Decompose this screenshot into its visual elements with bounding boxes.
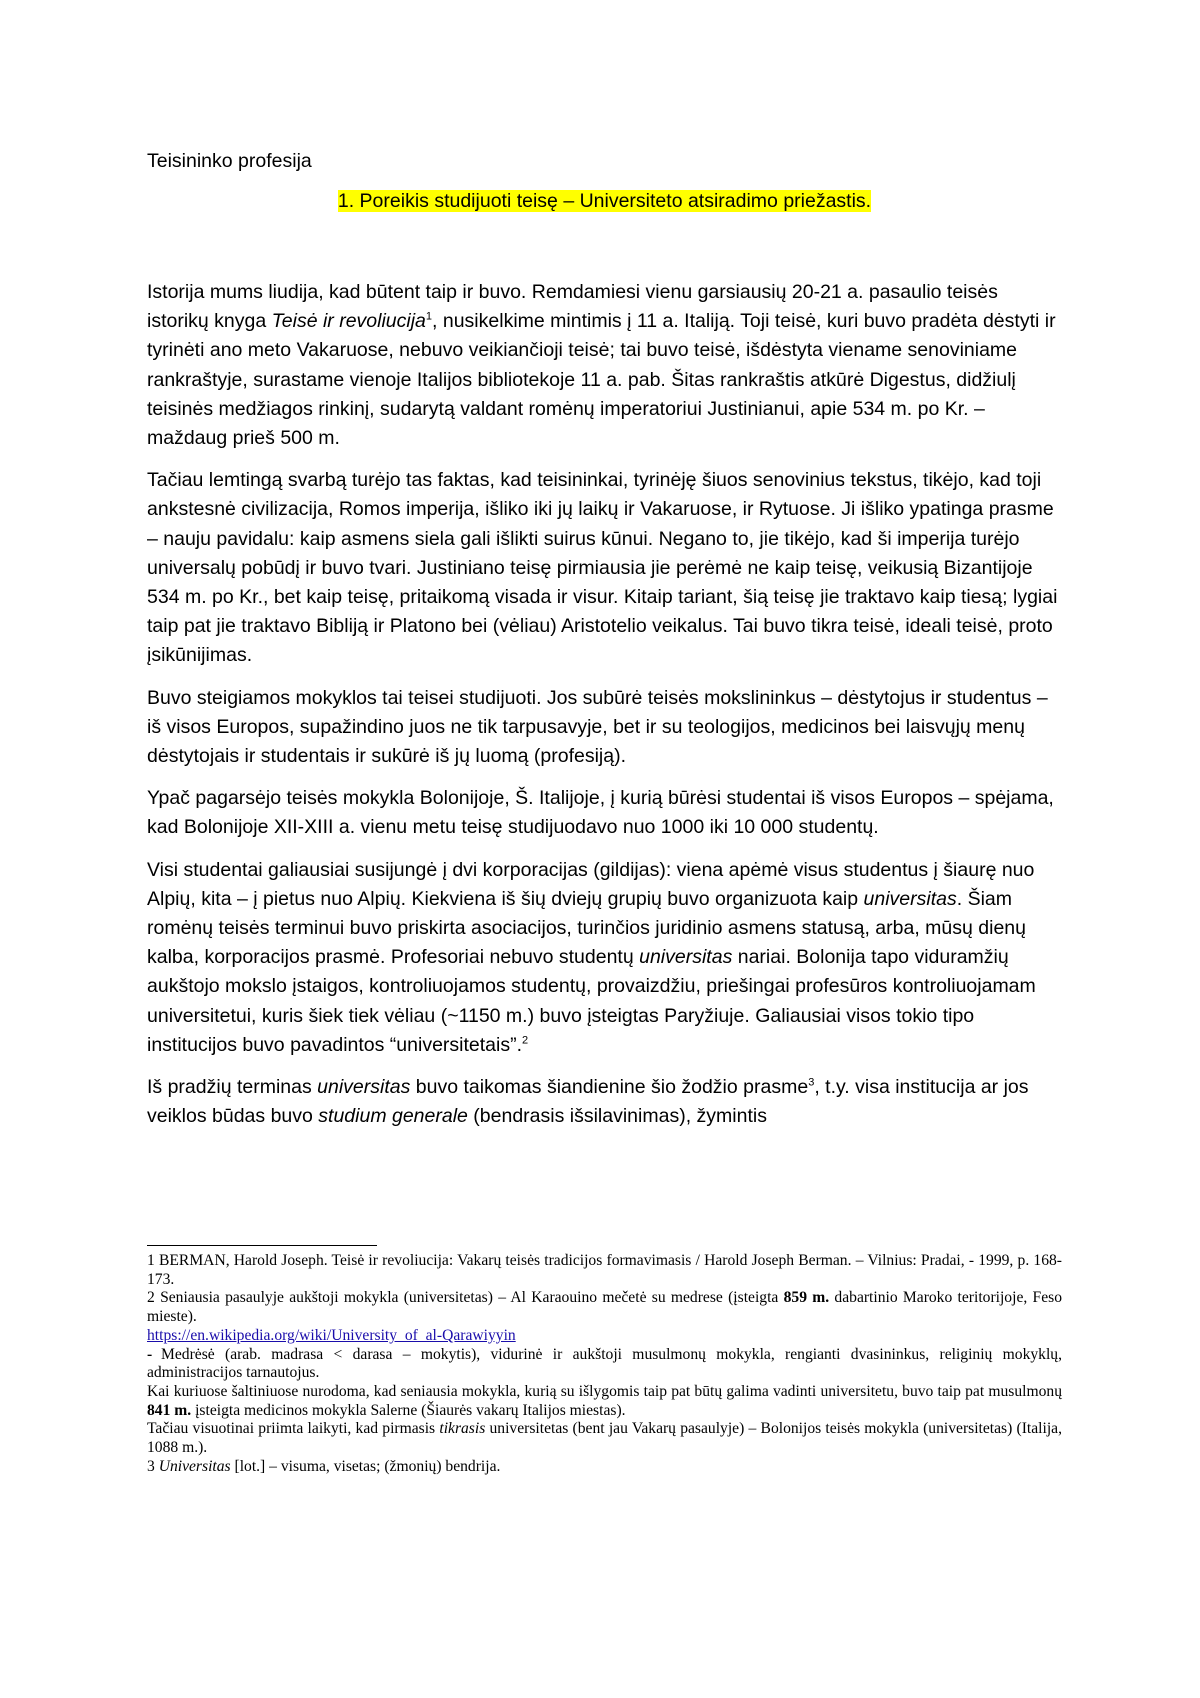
text-run: . Šiam romėnų teisės terminui buvo priskirta asociacijos, turinčios juridinio asmens statusą, arba, mūsų dienų kalba, korporacijos prasmė. Profesoriai nebuvo studentų <box>147 887 1026 969</box>
footnote-3 <box>147 1458 1062 1477</box>
text-run: Iš pradžių terminas <box>147 1076 318 1099</box>
body-text <box>147 278 1062 1144</box>
italic-word: tikrasis <box>439 1420 486 1438</box>
book-title: Teisė ir revoliucija <box>271 310 426 333</box>
text-run: buvo taikomas šiandienine šio žodžio prasme <box>410 1076 809 1099</box>
bold-year: 841 m. <box>147 1401 192 1419</box>
section-heading <box>147 190 1062 213</box>
text-run: universitetas (bent jau Vakarų pasaulyje) – Bolonijos teisės mokykla (universitetas) (Italija, 1088 m.). <box>147 1420 1062 1457</box>
paragraph-3: Buvo steigiamos mokyklos tai teisei studijuoti. Jos subūrė teisės mokslininkus – dėstytojus ir studentus – iš visos Europos, supažindino juos ne tik tarpusavyje, bet ir su teologijos, medicinos bei laisvųjų menų dėstytojais ir studentais ir sukūrė iš jų luomą (profesiją). <box>147 686 1048 768</box>
footnote-ref-1[interactable]: 1 <box>425 310 433 323</box>
bullet-dash-icon: - <box>147 1345 153 1363</box>
text-run: , nusikelkime mintimis į 11 a. Italiją. Toji teisė, kuri buvo pradėta dėstyti ir tyrinėti ano meto Vakaruose, nebuvo veikiančioji teisė; tai buvo teisė, išdėstyta viename senoviniame rankraštyje, surastame vienoje Italijos bibliotekoje 11 a. pab. Šitas rankraštis atkūrė Digestus, didžiulį teisinės medžiagos rinkinį, sudarytą valdant romėnų imperatoriui Justinianui, apie 534 m. po Kr. – maždaug prieš 500 m. <box>147 310 1056 450</box>
footnote-separator <box>147 1245 377 1246</box>
footnote-2-bullet <box>147 1346 1062 1383</box>
footnotes <box>147 1245 1062 1476</box>
highlighted-heading-text: 1. Poreikis studijuoti teisę – Universiteto atsiradimo priežastis. <box>337 190 872 212</box>
term-universitas: universitas <box>863 887 957 910</box>
text-run: nariai. Bolonija tapo viduramžių aukštojo mokslo įstaigos, kontroliuojamos studentų, provaizdžiu, priešingai profesūros kontroliuojamam universitetui, kuris šiek tiek vėliau (~1150 m.) buvo įsteigtas Paryžiuje. Galiausiai visos tokio tipo institucijos buvo pavadintos “universitetais”. <box>147 946 1036 1056</box>
paragraph-6 <box>147 1073 1062 1131</box>
footnote-ref-2[interactable]: 2 <box>522 1034 529 1047</box>
footnote-1: 1 BERMAN, Harold Joseph. Teisė ir revoliucija: Vakarų teisės tradicijos formavimasis / Harold Joseph Berman. – Vilnius: Pradai, - 1999, p. 168-173. <box>147 1252 1062 1288</box>
bold-year: 859 m. <box>783 1289 830 1307</box>
paragraph-4: Ypač pagarsėjo teisės mokykla Bolonijoje, Š. Italijoje, į kurią būrėsi studentai iš visos Europos – spėjama, kad Bolonijoje XII-XIII a. vienu metu teisę studijuodavo nuo 1000 iki 10 000 studentų. <box>147 787 1054 839</box>
footnote-2 <box>147 1289 1062 1326</box>
text-run: 3 <box>147 1457 159 1475</box>
paragraph-1 <box>147 278 1062 453</box>
term-studium-generale: studium generale <box>318 1105 468 1128</box>
text-run: Visi studentai galiausiai susijungė į dvi korporacijas (gildijas): viena apėmė visus studentus į šiaurę nuo Alpių, kita – į pietus nuo Alpių. Kiekviena iš šių dviejų grupių buvo organizuota kaip <box>147 858 1035 910</box>
footnote-2-link-line <box>147 1327 1062 1346</box>
document-title: Teisininko profesija <box>147 150 312 172</box>
term-universitas: universitas <box>639 946 733 969</box>
text-run: Tačiau visuotinai priimta laikyti, kad pirmasis <box>147 1420 440 1438</box>
text-run: dabartinio Maroko teritorijoje, Feso mieste). <box>147 1289 1062 1326</box>
text-run: Kai kuriuose šaltiniuose nurodoma, kad seniausia mokykla, kurią su išlygomis taip pat būtų galima vadinti universitetu, buvo taip pat musulmonų <box>147 1382 1062 1400</box>
footnote-ref-3[interactable]: 3 <box>808 1076 815 1089</box>
text-run: [lot.] – visuma, visetas; (žmonių) bendrija. <box>230 1457 501 1475</box>
text-run: Istorija mums liudija, kad būtent taip ir buvo. Remdamiesi vienu garsiausių 20-21 a. pasaulio teisės istorikų knyga <box>147 281 998 333</box>
paragraph-2: Tačiau lemtingą svarbą turėjo tas faktas, kad teisininkai, tyrinėję šiuos senovinius tekstus, tikėjo, kad toji ankstesnė civilizacija, Romos imperija, išliko iki jų laikų ir Vakaruose, ir Rytuose. Ji išliko ypatinga prasme – nauju pavidalu: kaip asmens siela gali išlikti suirus kūnui. Negano to, jie tikėjo, kad ši imperija turėjo universalų pobūdį ir buvo tvari. Justiniano teisę pirmiausia jie perėmė ne kaip teisę, veikusią Bizantijoje 534 m. po Kr., bet kaip teisę, pritaikomą visada ir visur. Kitaip tariant, šią teisę jie traktavo kaip tiesą; lygiai taip pat jie traktavo Bibliją ir Platono bei (vėliau) Aristotelio veikalus. Tai buvo tikra teisė, ideali teisė, proto įsikūnijimas. <box>147 469 1058 667</box>
wikipedia-link[interactable]: https://en.wikipedia.org/wiki/University_of_al-Qarawiyyin <box>147 1326 516 1344</box>
text-run: , t.y. visa institucija ar jos veiklos būdas buvo <box>147 1076 1029 1128</box>
footnote-2-note-salerne <box>147 1383 1062 1420</box>
footnote-2-note-bologna <box>147 1420 1062 1457</box>
italic-word: Universitas <box>158 1457 231 1475</box>
term-universitas: universitas <box>317 1076 411 1099</box>
text-run: įsteigta medicinos mokykla Salerne (Šiaurės vakarų Italijos miestas). <box>191 1401 626 1419</box>
text-run: Medrėsė (arab. madrasa < darasa – mokytis), vidurinė ir aukštoji musulmonų mokykla, rengianti dvasininkus, religinių mokyklų, administracijos tarnautojus. <box>147 1345 1062 1382</box>
text-run: (bendrasis išsilavinimas), žymintis <box>467 1105 767 1128</box>
text-run: 2 Seniausia pasaulyje aukštoji mokykla (universitetas) – Al Karaouino mečetė su medrese (įsteigta <box>147 1289 784 1307</box>
paragraph-5 <box>147 856 1062 1060</box>
